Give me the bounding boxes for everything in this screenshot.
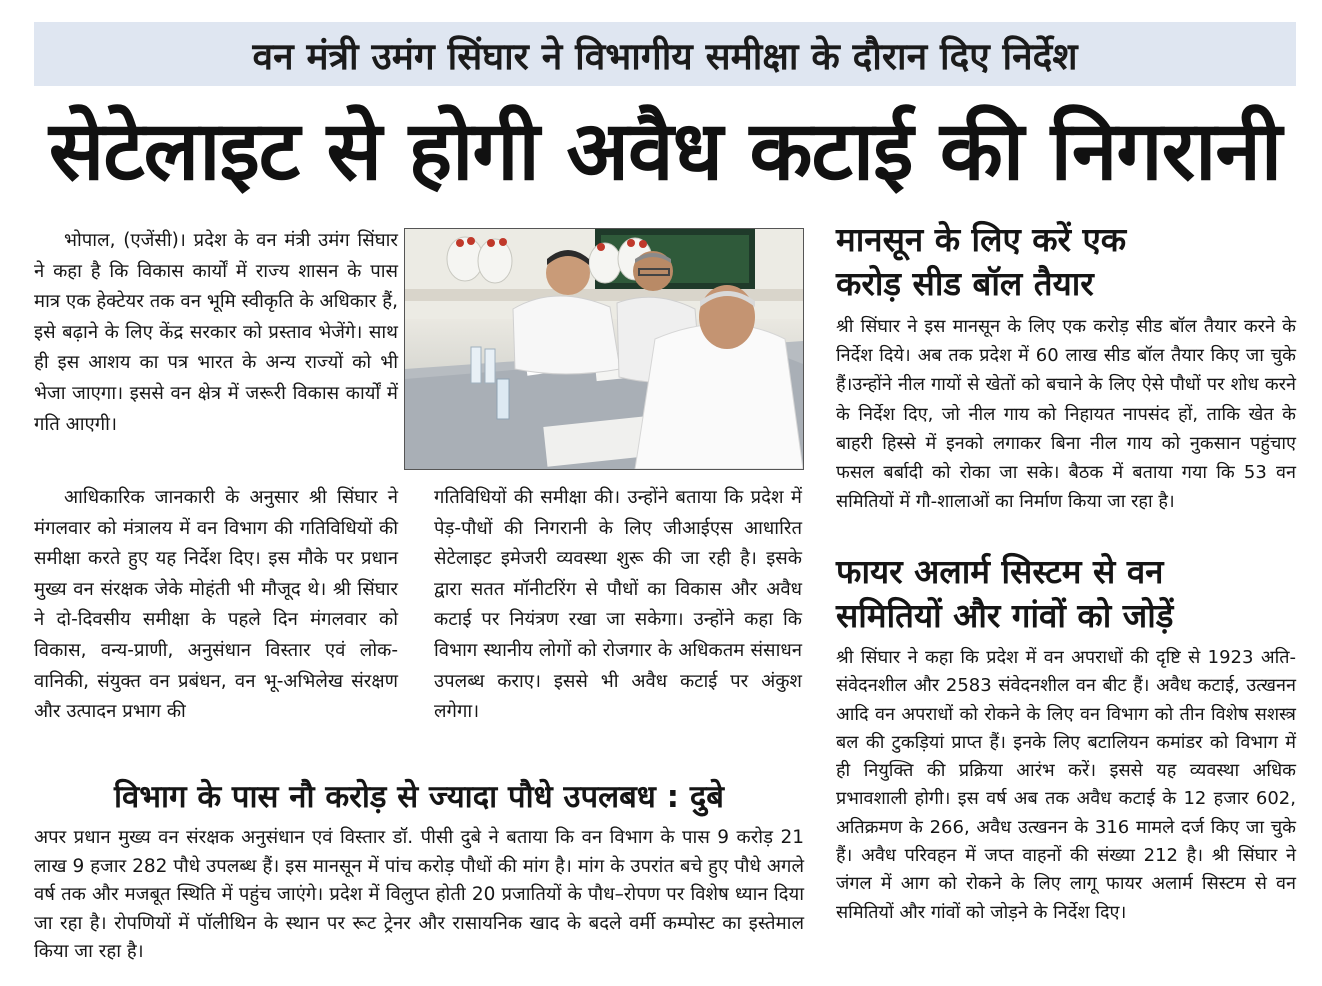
sidebar-story2-heading-line2: समितियों और गांवों को जोड़ें [836,596,1174,635]
column1-paragraph2: आधिकारिक जानकारी के अनुसार श्री सिंघार ने मंगलवार को मंत्रालय में वन विभाग की गतिविधियों की समीक्षा करते हुए यह निर्देश दिए। इस मौके पर प्रधान मुख्य वन संरक्षक जेके मोहंती भी मौजूद थे। श्री सिंघार ने दो-दिवसीय समीक्षा के पहले दिन मंगलवार को विकास, वन्य-प्राणी, अनुसंधान विस्तार एवं लोक-वानिकी, संयुक्त वन प्रबंधन, वन भू-अभिलेख संरक्षण और उत्पादन प्रभाग की [34,487,398,723]
headline-text: सेटेलाइट से होगी अवैध कटाई की निगरानी [48,104,1282,199]
news-photo [404,228,804,470]
headline [34,92,1296,204]
sidebar-story1-text: श्री सिंघार ने इस मानसून के लिए एक करोड़ सीड बॉल तैयार करने के निर्देश दिये। अब तक प्रदेश में 60 लाख सीड बॉल तैयार किए जा चुके हैं।उन्होंने नील गायों से खेतों को बचाने के लिए ऐसे पौधों पर शोध करने के निर्देश दिए, जो नील गाय को निहायत नापसंद हों, ताकि खेत के बाहरी हिस्से में इनको लगाकर बिना नील गाय को नुकसान पहुंचाए फसल बर्बादी को रोका जा सके। बैठक में बताया गया कि 53 वन समितियों में गौ-शालाओं का निर्माण किया जा रहा है। [836,316,1296,513]
sidebar-story2-heading [836,550,1173,638]
sidebar-story2-text: श्री सिंघार ने कहा कि प्रदेश में वन अपराधों की दृष्टि से 1923 अति-संवेदनशील और 2583 संवेदनशील वन बीट हैं। अवैध कटाई, उत्खनन आदि वन अपराधों को रोकने के लिए वन विभाग को तीन विशेष सशस्त्र बल की टुकड़ियां प्राप्त हैं। इनके लिए बटालियन कमांडर को विभाग में ही नियुक्ति की प्रक्रिया आरंभ करें। इससे यह व्यवस्था अधिक प्रभावशाली होगी। इस वर्ष अब तक अवैध कटाई के 12 हजार 602, अतिक्रमण के 266, अवैध उत्खनन के 316 मामले दर्ज किए जा चुके हैं। अवैध परिवहन में जप्त वाहनों की संख्या 212 है। श्री सिंघार ने जंगल में आग को रोकने के लिए लागू फायर अलार्म सिस्टम से वन समितियों और गांवों को जोड़ने के निर्देश दिए। [836,647,1296,923]
meeting-photo-illustration [405,229,803,469]
column1-paragraph1: भोपाल, (एजेंसी)। प्रदेश के वन मंत्री उमंग सिंघार ने कहा है कि विकास कार्यों में राज्य शासन के पास मात्र एक हेक्टेयर तक वन भूमि स्वीकृति के अधिकार हैं, इसे बढ़ाने के लिए केंद्र सरकार को प्रस्ताव भेजेंगे। साथ ही इस आशय का पत्र भारत के अन्य राज्यों को भी भेजा जाएगा। इससे वन क्षेत्र में जरूरी विकास कार्यों में गति आएगी। [34,230,398,435]
sidebar-story1-heading-line1: मानसून के लिए करें एक [836,220,1127,259]
column2-text: गतिविधियों की समीक्षा की। उन्होंने बताया कि प्रदेश में पेड़-पौधों की निगरानी के लिए जीआईएस आधारित सेटेलाइट इमेजरी व्यवस्था शुरू की जा रही है। इसके द्वारा सतत मॉनीटरिंग से पौधों का विकास और अवैध कटाई पर नियंत्रण रखा जा सकेगा। उन्होंने कहा कि विभाग स्थानीय लोगों को रोजगार के अधिकतम संसाधन उपलब्ध कराए। इससे भी अवैध कटाई पर अंकुश लगेगा। [434,487,802,723]
sidebar-story1-heading-line2: करोड़ सीड बॉल तैयार [836,264,1094,303]
kicker-banner [34,22,1296,86]
sidebar-story2-heading-line1: फायर अलार्म सिस्टम से वन [836,552,1164,591]
sidebar-story1-heading [836,218,1126,306]
section-title [34,770,804,822]
section-title-text: विभाग के पास नौ करोड़ से ज्यादा पौधे उपलबध : दुबे [113,779,725,815]
kicker-text: वन मंत्री उमंग सिंघार ने विभागीय समीक्षा के दौरान दिए निर्देश [252,34,1078,78]
section-text: अपर प्रधान मुख्य वन संरक्षक अनुसंधान एवं विस्तार डॉ. पीसी दुबे ने बताया कि वन विभाग के पास 9 करोड़ 21 लाख 9 हजार 282 पौधे उपलब्ध हैं। इस मानसून में पांच करोड़ पौधों की मांग है। मांग के उपरांत बचे हुए पौधे अगले वर्ष तक और मजबूत स्थिति में पहुंच जाएंगे। प्रदेश में विलुप्त होती 20 प्रजातियों के पौध–रोपण पर विशेष ध्यान दिया जा रहा है। रोपणियों में पॉलीथिन के स्थान पर रूट ट्रेनर और रासायनिक खाद के बदले वर्मी कम्पोस्ट का इस्तेमाल किया जा रहा है। [34,827,804,962]
